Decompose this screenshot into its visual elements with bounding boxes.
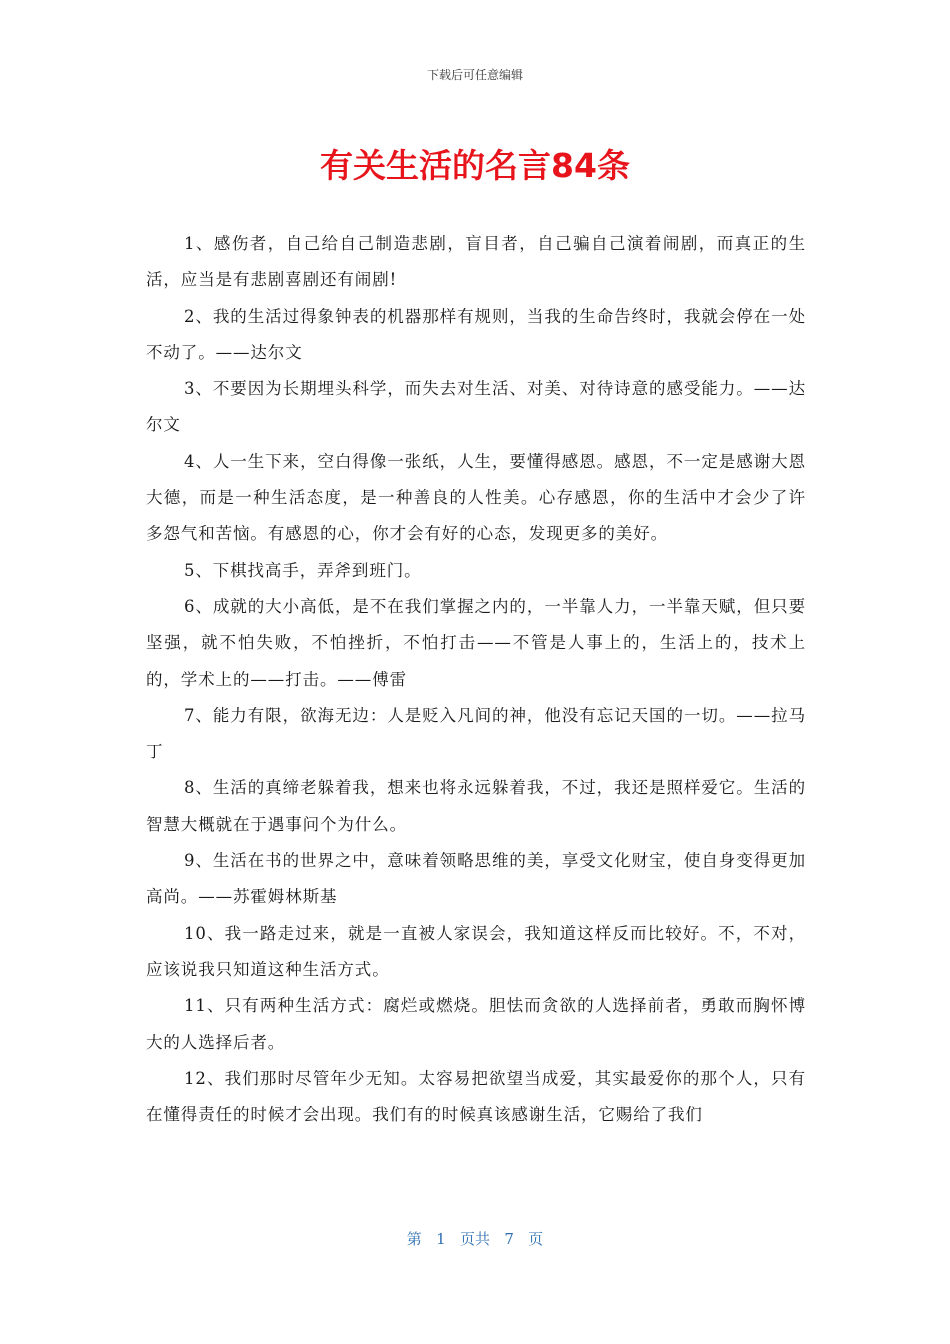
quote-paragraph: 7、能力有限，欲海无边：人是贬入凡间的神，他没有忘记天国的一切。——拉马丁 xyxy=(146,705,806,762)
header-note: 下载后可任意编辑 xyxy=(426,68,523,82)
quote-paragraph: 1、感伤者，自己给自己制造悲剧，盲目者，自己骗自己演着闹剧，而真正的生活，应当是有悲剧喜剧还有闹剧! xyxy=(146,234,806,290)
footer-current-page: 1 xyxy=(436,1230,446,1248)
quote-paragraph: 4、人一生下来，空白得像一张纸，人生，要懂得感恩。感恩，不一定是感谢大恩大德，而是一种生活态度，是一种善良的人性美。心存感恩，你的生活中才会少了许多怨气和苦恼。有感恩的心，你才会有好的心态，发现更多的美好。 xyxy=(146,451,806,544)
footer-middle: 页共 xyxy=(459,1230,490,1248)
quote-paragraph: 2、我的生活过得象钟表的机器那样有规则，当我的生命告终时，我就会停在一处不动了。——达尔文 xyxy=(146,306,806,362)
footer-total-pages: 7 xyxy=(504,1230,514,1248)
footer-prefix: 第 xyxy=(406,1230,422,1248)
quote-paragraph: 11、只有两种生活方式：腐烂或燃烧。胆怯而贪欲的人选择前者，勇敢而胸怀博大的人选择后者。 xyxy=(146,996,806,1052)
quote-paragraph: 6、成就的大小高低，是不在我们掌握之内的，一半靠人力，一半靠天赋，但只要坚强，就不怕失败，不怕挫折，不怕打击——不管是人事上的，生活上的，技术上的，学术上的——打击。——傅雷 xyxy=(146,596,806,689)
quote-paragraph: 3、不要因为长期埋头科学，而失去对生活、对美、对待诗意的感受能力。——达尔文 xyxy=(146,379,806,435)
document-body xyxy=(146,226,806,1133)
document-title: 有关生活的名言84条 xyxy=(320,146,630,185)
page-footer xyxy=(0,1228,950,1249)
footer-suffix: 页 xyxy=(528,1230,544,1248)
quote-paragraph: 5、下棋找高手，弄斧到班门。 xyxy=(183,560,422,580)
quote-paragraph: 12、我们那时尽管年少无知。太容易把欲望当成爱，其实最爱你的那个人，只有在懂得责任的时候才会出现。我们有的时候真该感谢生活，它赐给了我们 xyxy=(146,1068,806,1125)
quote-paragraph: 8、生活的真缔老躲着我，想来也将永远躲着我，不过，我还是照样爱它。生活的智慧大概就在于遇事问个为什么。 xyxy=(146,778,806,834)
quote-paragraph: 9、生活在书的世界之中，意味着领略思维的美，享受文化财宝，使自身变得更加高尚。——苏霍姆林斯基 xyxy=(146,851,806,907)
quote-paragraph: 10、我一路走过来，就是一直被人家误会，我知道这样反而比较好。不，不对，应该说我只知道这种生活方式。 xyxy=(146,923,806,979)
